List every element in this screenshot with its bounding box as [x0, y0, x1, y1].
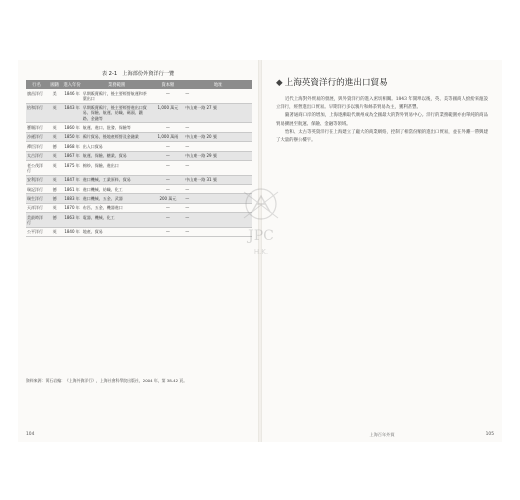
table-row	[26, 103, 252, 123]
column-header: 進入年份	[62, 80, 81, 89]
foreign-firms-table	[26, 80, 252, 237]
table-cell: 旗昌洋行	[26, 89, 47, 103]
table-cell: 1867 年	[62, 151, 81, 160]
table-cell: 進口機械、工業原料、貿易	[82, 175, 152, 184]
table-cell: —	[184, 89, 252, 103]
column-header: 國籍	[47, 80, 62, 89]
table-cell: —	[152, 123, 185, 132]
table-cell: 1847 年	[62, 175, 81, 184]
table-cell: 1868 年	[62, 142, 81, 151]
table-cell: 沙遜洋行	[26, 132, 47, 141]
table-cell: 1875 年	[62, 160, 81, 175]
table-cell: 天祥洋行	[26, 203, 47, 212]
table-row	[26, 213, 252, 228]
table-cell: —	[152, 184, 185, 193]
section-title	[276, 76, 488, 88]
table-cell: —	[152, 213, 185, 228]
table-cell: 航運、進口、批發、保險等	[82, 123, 152, 132]
table-caption: 表 2-1 上海部份外資洋行一覽	[101, 71, 175, 77]
table-cell: 中山東一路 27 號	[184, 103, 252, 123]
table-cell: 英	[47, 203, 62, 212]
table-cell: —	[184, 213, 252, 228]
table-cell: 1863 年	[62, 213, 81, 228]
table-cell: 英	[47, 132, 62, 141]
table-cell: 英	[47, 227, 62, 236]
table-cell: —	[152, 227, 185, 236]
table-cell: 早期販賣鴉片，後主要經營航運和茶葉出口	[82, 89, 152, 103]
table-row	[26, 184, 252, 193]
column-header: 資本額	[152, 80, 185, 89]
table-cell: 出入口貿易	[82, 142, 152, 151]
table-cell: 布匹、五金、機器進口	[82, 203, 152, 212]
table-cell: 地產、貿易	[82, 227, 152, 236]
table-cell: 1850 年	[62, 132, 81, 141]
table-cell: 1843 年	[62, 103, 81, 123]
table-cell: —	[184, 160, 252, 175]
table-row	[26, 194, 252, 203]
table-cell: —	[152, 160, 185, 175]
table-cell: 中山東一路 31 號	[184, 175, 252, 184]
body-paragraph: 怡和、太古等英資洋行在上海建立了龐大的商業網絡，控制了相當份額的進出口貿易，並在外灘一帶興建了大量的辦公樓宇。	[276, 129, 488, 144]
table-cell: 1,000 萬兩	[152, 132, 185, 141]
table-cell: 英	[47, 151, 62, 160]
table-cell: —	[152, 175, 185, 184]
table-cell: 1840 年	[62, 227, 81, 236]
body-paragraph: 隨著通商口岸的增加，上海逐漸取代廣州成為全國最大的對外貿易中心。洋行的業務範圍亦由單純的商品貿易擴展至航運、保險、金融等領域。	[276, 113, 488, 127]
table-cell: 1846 年	[62, 89, 81, 103]
table-cell: 老公茂洋行	[26, 160, 47, 175]
table-row	[26, 175, 252, 184]
running-head: 上海百年外貿	[369, 432, 395, 437]
table-cell: —	[152, 142, 185, 151]
left-page	[18, 60, 258, 442]
table-cell: 電器、機械、化工	[82, 213, 152, 228]
table-cell: 1860 年	[62, 123, 81, 132]
column-header: 地址	[184, 80, 252, 89]
table-cell: 早期販賣鴉片，後主要經營進出口貿易、保險、航運、紡織、碼頭、鐵路、金融等	[82, 103, 152, 123]
table-cell: 航運、保險、糖業、貿易	[82, 151, 152, 160]
table-cell: 太古洋行	[26, 151, 47, 160]
table-row	[26, 160, 252, 175]
table-cell: 怡和洋行	[26, 103, 47, 123]
table-cell: —	[152, 151, 185, 160]
table-header-row	[26, 80, 252, 89]
table-row	[26, 151, 252, 160]
table-cell: 1861 年	[62, 184, 81, 193]
watermark-letters: JPC	[248, 228, 274, 244]
body-paragraph: 近代上海對外貿易的發展，與外資洋行的進入密切相關。1843 年開埠以後，英、美等國商人紛紛來滬設立洋行，經營進出口貿易。早期洋行多以鴉片和絲茶貿易為主，獲利甚豐。	[276, 97, 488, 111]
column-header: 業務範圍	[82, 80, 152, 89]
table-source-note: 資料來源：黃石岩編：《上海外資洋行》，上海社會科學院出版社，2004 年，第 38-42 頁。	[26, 378, 188, 383]
section-title-text: 上海英資洋行的進出口貿易	[284, 78, 388, 88]
table-cell: 中山東一路 29 號	[184, 151, 252, 160]
table-cell: 200 萬元	[152, 194, 185, 203]
table-cell: —	[184, 194, 252, 203]
table-cell: 鴉片貿易，後地產經營及金融業	[82, 132, 152, 141]
table-cell: 進口機械、五金、武器	[82, 194, 152, 203]
table-cell: 禪臣洋行	[26, 142, 47, 151]
table-cell: 瑞生洋行	[26, 194, 47, 203]
table-cell: 安利洋行	[26, 175, 47, 184]
table-cell: —	[184, 142, 252, 151]
table-cell: —	[184, 227, 252, 236]
table-cell: 寶順洋行	[26, 123, 47, 132]
table-cell: 德	[47, 184, 62, 193]
table-cell: —	[152, 203, 185, 212]
table-cell: 1,000 萬元	[152, 103, 185, 123]
table-row	[26, 132, 252, 141]
table-cell: 1870 年	[62, 203, 81, 212]
table-cell: 瑞記洋行	[26, 184, 47, 193]
table-row	[26, 89, 252, 103]
table-cell: 英	[47, 175, 62, 184]
table-cell: —	[184, 203, 252, 212]
table-cell: 棉紗、保險、進出口	[82, 160, 152, 175]
table-row	[26, 123, 252, 132]
table-cell: —	[152, 89, 185, 103]
page-number-right: 105	[485, 432, 494, 437]
table-cell: —	[184, 184, 252, 193]
table-cell: 中山東一路 20 號	[184, 132, 252, 141]
right-page	[262, 60, 502, 442]
body-text	[276, 96, 488, 145]
table-cell: 德	[47, 213, 62, 228]
table-row	[26, 142, 252, 151]
table-cell: 德	[47, 194, 62, 203]
table-cell: 英	[47, 123, 62, 132]
table-row	[26, 203, 252, 212]
page-number-left: 104	[26, 432, 35, 437]
table-cell: 德	[47, 142, 62, 151]
table-cell: 進口機械、紡織、化工	[82, 184, 152, 193]
bullet-icon: ◆	[276, 78, 283, 88]
table-cell: —	[184, 123, 252, 132]
table-cell: 英	[47, 160, 62, 175]
jpc-watermark-logo	[224, 182, 298, 282]
table-cell: 美	[47, 89, 62, 103]
table-row	[26, 227, 252, 236]
table-cell: 英	[47, 103, 62, 123]
column-header: 行名	[26, 80, 47, 89]
table-cell: 美最時洋行	[26, 213, 47, 228]
table-cell: 公平洋行	[26, 227, 47, 236]
table-cell: 1883 年	[62, 194, 81, 203]
watermark-subtext: H.K.	[253, 248, 269, 256]
